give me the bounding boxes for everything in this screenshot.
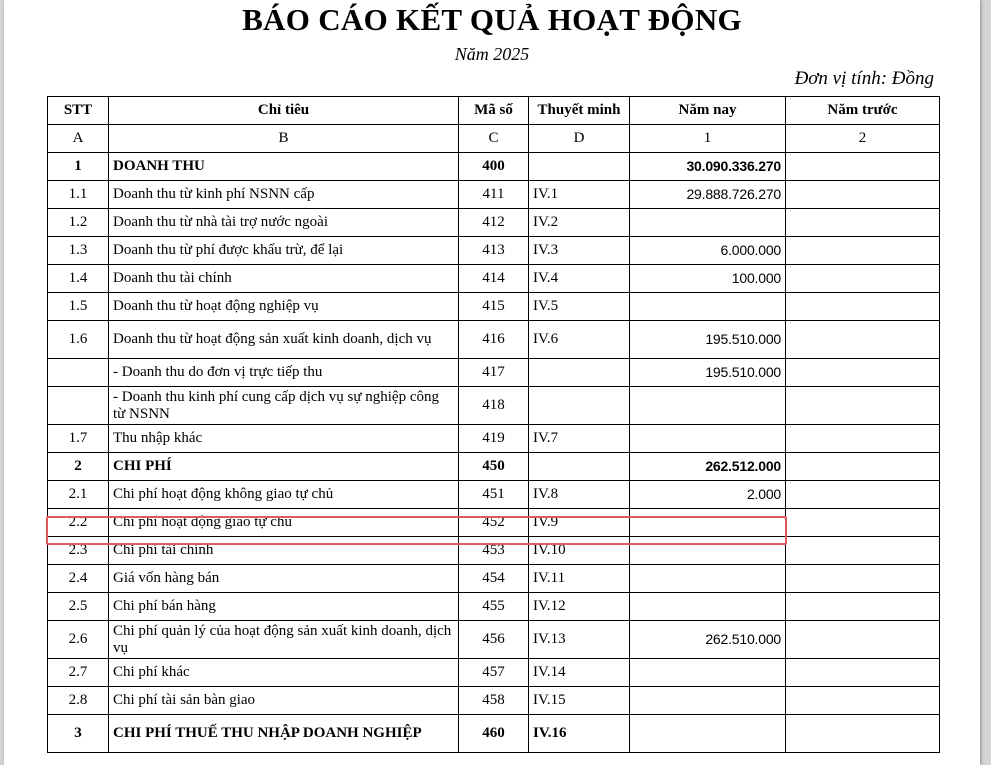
row-note <box>529 387 630 425</box>
row-current-year <box>630 537 786 565</box>
row-code: 451 <box>459 481 529 509</box>
table-row <box>48 537 940 565</box>
row-code: 453 <box>459 537 529 565</box>
row-previous-year <box>786 715 940 753</box>
row-label: Doanh thu từ kinh phí NSNN cấp <box>109 181 459 209</box>
table-row <box>48 359 940 387</box>
row-label: Doanh thu từ hoạt động sản xuất kinh doanh, dịch vụ <box>109 321 459 359</box>
row-previous-year <box>786 153 940 181</box>
row-stt: 2.6 <box>48 621 109 659</box>
row-stt <box>48 359 109 387</box>
row-note: IV.7 <box>529 425 630 453</box>
row-stt: 1 <box>48 153 109 181</box>
row-stt: 3 <box>48 715 109 753</box>
row-code: 413 <box>459 237 529 265</box>
row-note: IV.16 <box>529 715 630 753</box>
row-code: 412 <box>459 209 529 237</box>
row-code: 417 <box>459 359 529 387</box>
column-code: 2 <box>786 125 940 153</box>
row-label: - Doanh thu do đơn vị trực tiếp thu <box>109 359 459 387</box>
column-code: B <box>109 125 459 153</box>
table-row <box>48 387 940 425</box>
row-current-year: 262.510.000 <box>630 621 786 659</box>
row-label: Thu nhập khác <box>109 425 459 453</box>
row-current-year <box>630 593 786 621</box>
column-code-row <box>48 125 940 153</box>
row-code: 452 <box>459 509 529 537</box>
currency-unit: Đơn vị tính: Đồng <box>794 68 934 89</box>
row-current-year: 2.000 <box>630 481 786 509</box>
row-label: Doanh thu từ nhà tài trợ nước ngoài <box>109 209 459 237</box>
row-note: IV.5 <box>529 293 630 321</box>
row-note <box>529 359 630 387</box>
column-code: D <box>529 125 630 153</box>
row-previous-year <box>786 565 940 593</box>
table-row <box>48 593 940 621</box>
row-code: 455 <box>459 593 529 621</box>
row-label: Chi phí quản lý của hoạt động sản xuất kinh doanh, dịch vụ <box>109 621 459 659</box>
row-note: IV.12 <box>529 593 630 621</box>
row-code: 415 <box>459 293 529 321</box>
row-stt <box>48 387 109 425</box>
row-stt: 1.2 <box>48 209 109 237</box>
row-current-year: 100.000 <box>630 265 786 293</box>
row-label: CHI PHÍ <box>109 453 459 481</box>
row-code: 418 <box>459 387 529 425</box>
row-current-year: 6.000.000 <box>630 237 786 265</box>
row-note: IV.15 <box>529 687 630 715</box>
row-stt: 1.5 <box>48 293 109 321</box>
column-code: 1 <box>630 125 786 153</box>
row-code: 416 <box>459 321 529 359</box>
row-note: IV.2 <box>529 209 630 237</box>
table-row <box>48 687 940 715</box>
row-current-year <box>630 509 786 537</box>
table-row <box>48 153 940 181</box>
row-label: Chi phí khác <box>109 659 459 687</box>
row-previous-year <box>786 293 940 321</box>
row-stt: 1.4 <box>48 265 109 293</box>
column-header: Thuyết minh <box>529 97 630 125</box>
row-previous-year <box>786 387 940 425</box>
row-stt: 2.7 <box>48 659 109 687</box>
table-row <box>48 181 940 209</box>
row-current-year: 195.510.000 <box>630 359 786 387</box>
row-note: IV.3 <box>529 237 630 265</box>
table-row <box>48 265 940 293</box>
row-code: 454 <box>459 565 529 593</box>
row-previous-year <box>786 181 940 209</box>
row-stt: 1.7 <box>48 425 109 453</box>
row-code: 411 <box>459 181 529 209</box>
row-stt: 2.1 <box>48 481 109 509</box>
row-label: Chi phí hoạt động không giao tự chủ <box>109 481 459 509</box>
row-note <box>529 153 630 181</box>
row-stt: 2.3 <box>48 537 109 565</box>
table-row <box>48 565 940 593</box>
row-previous-year <box>786 687 940 715</box>
row-previous-year <box>786 453 940 481</box>
table-header-row <box>48 97 940 125</box>
row-label: - Doanh thu kinh phí cung cấp dịch vụ sự nghiệp công từ NSNN <box>109 387 459 425</box>
row-code: 458 <box>459 687 529 715</box>
row-label: Doanh thu từ hoạt động nghiệp vụ <box>109 293 459 321</box>
row-current-year <box>630 387 786 425</box>
row-label: Chi phí tài chính <box>109 537 459 565</box>
row-current-year <box>630 687 786 715</box>
column-header: Chỉ tiêu <box>109 97 459 125</box>
row-previous-year <box>786 621 940 659</box>
row-stt: 2 <box>48 453 109 481</box>
row-label: CHI PHÍ THUẾ THU NHẬP DOANH NGHIỆP <box>109 715 459 753</box>
row-code: 457 <box>459 659 529 687</box>
row-current-year: 30.090.336.270 <box>630 153 786 181</box>
row-previous-year <box>786 481 940 509</box>
row-stt: 2.4 <box>48 565 109 593</box>
row-previous-year <box>786 509 940 537</box>
report-page <box>4 0 980 765</box>
report-table <box>47 96 940 753</box>
row-current-year <box>630 293 786 321</box>
row-stt: 1.6 <box>48 321 109 359</box>
row-code: 460 <box>459 715 529 753</box>
row-stt: 2.5 <box>48 593 109 621</box>
row-code: 419 <box>459 425 529 453</box>
row-note: IV.13 <box>529 621 630 659</box>
row-current-year: 29.888.726.270 <box>630 181 786 209</box>
row-previous-year <box>786 425 940 453</box>
row-previous-year <box>786 321 940 359</box>
column-code: A <box>48 125 109 153</box>
table-row <box>48 237 940 265</box>
table-row <box>48 481 940 509</box>
row-current-year: 262.512.000 <box>630 453 786 481</box>
row-previous-year <box>786 237 940 265</box>
row-code: 450 <box>459 453 529 481</box>
row-label: Chi phí hoạt động giao tự chủ <box>109 509 459 537</box>
row-current-year: 195.510.000 <box>630 321 786 359</box>
row-label: Chi phí tài sản bàn giao <box>109 687 459 715</box>
row-code: 400 <box>459 153 529 181</box>
row-label: Doanh thu từ phí được khấu trừ, để lại <box>109 237 459 265</box>
table-row <box>48 425 940 453</box>
row-label: Giá vốn hàng bán <box>109 565 459 593</box>
column-header: Mã số <box>459 97 529 125</box>
row-current-year <box>630 425 786 453</box>
row-stt: 2.8 <box>48 687 109 715</box>
row-label: Doanh thu tài chính <box>109 265 459 293</box>
row-note: IV.6 <box>529 321 630 359</box>
row-note: IV.10 <box>529 537 630 565</box>
row-previous-year <box>786 537 940 565</box>
row-previous-year <box>786 265 940 293</box>
report-title: BÁO CÁO KẾT QUẢ HOẠT ĐỘNG <box>242 2 742 37</box>
row-stt: 2.2 <box>48 509 109 537</box>
row-note: IV.14 <box>529 659 630 687</box>
row-note: IV.11 <box>529 565 630 593</box>
column-header: Năm nay <box>630 97 786 125</box>
report-year: Năm 2025 <box>454 44 530 64</box>
table-row <box>48 453 940 481</box>
row-note: IV.4 <box>529 265 630 293</box>
row-current-year <box>630 209 786 237</box>
row-note: IV.8 <box>529 481 630 509</box>
column-header: STT <box>48 97 109 125</box>
row-note <box>529 453 630 481</box>
row-label: DOANH THU <box>109 153 459 181</box>
table-row <box>48 209 940 237</box>
column-header: Năm trước <box>786 97 940 125</box>
row-code: 456 <box>459 621 529 659</box>
table-row <box>48 659 940 687</box>
table-row <box>48 293 940 321</box>
row-previous-year <box>786 359 940 387</box>
table-row <box>48 509 940 537</box>
row-stt: 1.1 <box>48 181 109 209</box>
row-stt: 1.3 <box>48 237 109 265</box>
row-note: IV.1 <box>529 181 630 209</box>
row-previous-year <box>786 209 940 237</box>
row-label: Chi phí bán hàng <box>109 593 459 621</box>
row-previous-year <box>786 659 940 687</box>
row-previous-year <box>786 593 940 621</box>
table-row <box>48 321 940 359</box>
table-row <box>48 715 940 753</box>
row-current-year <box>630 565 786 593</box>
column-code: C <box>459 125 529 153</box>
row-current-year <box>630 659 786 687</box>
row-note: IV.9 <box>529 509 630 537</box>
table-row <box>48 621 940 659</box>
row-code: 414 <box>459 265 529 293</box>
row-current-year <box>630 715 786 753</box>
